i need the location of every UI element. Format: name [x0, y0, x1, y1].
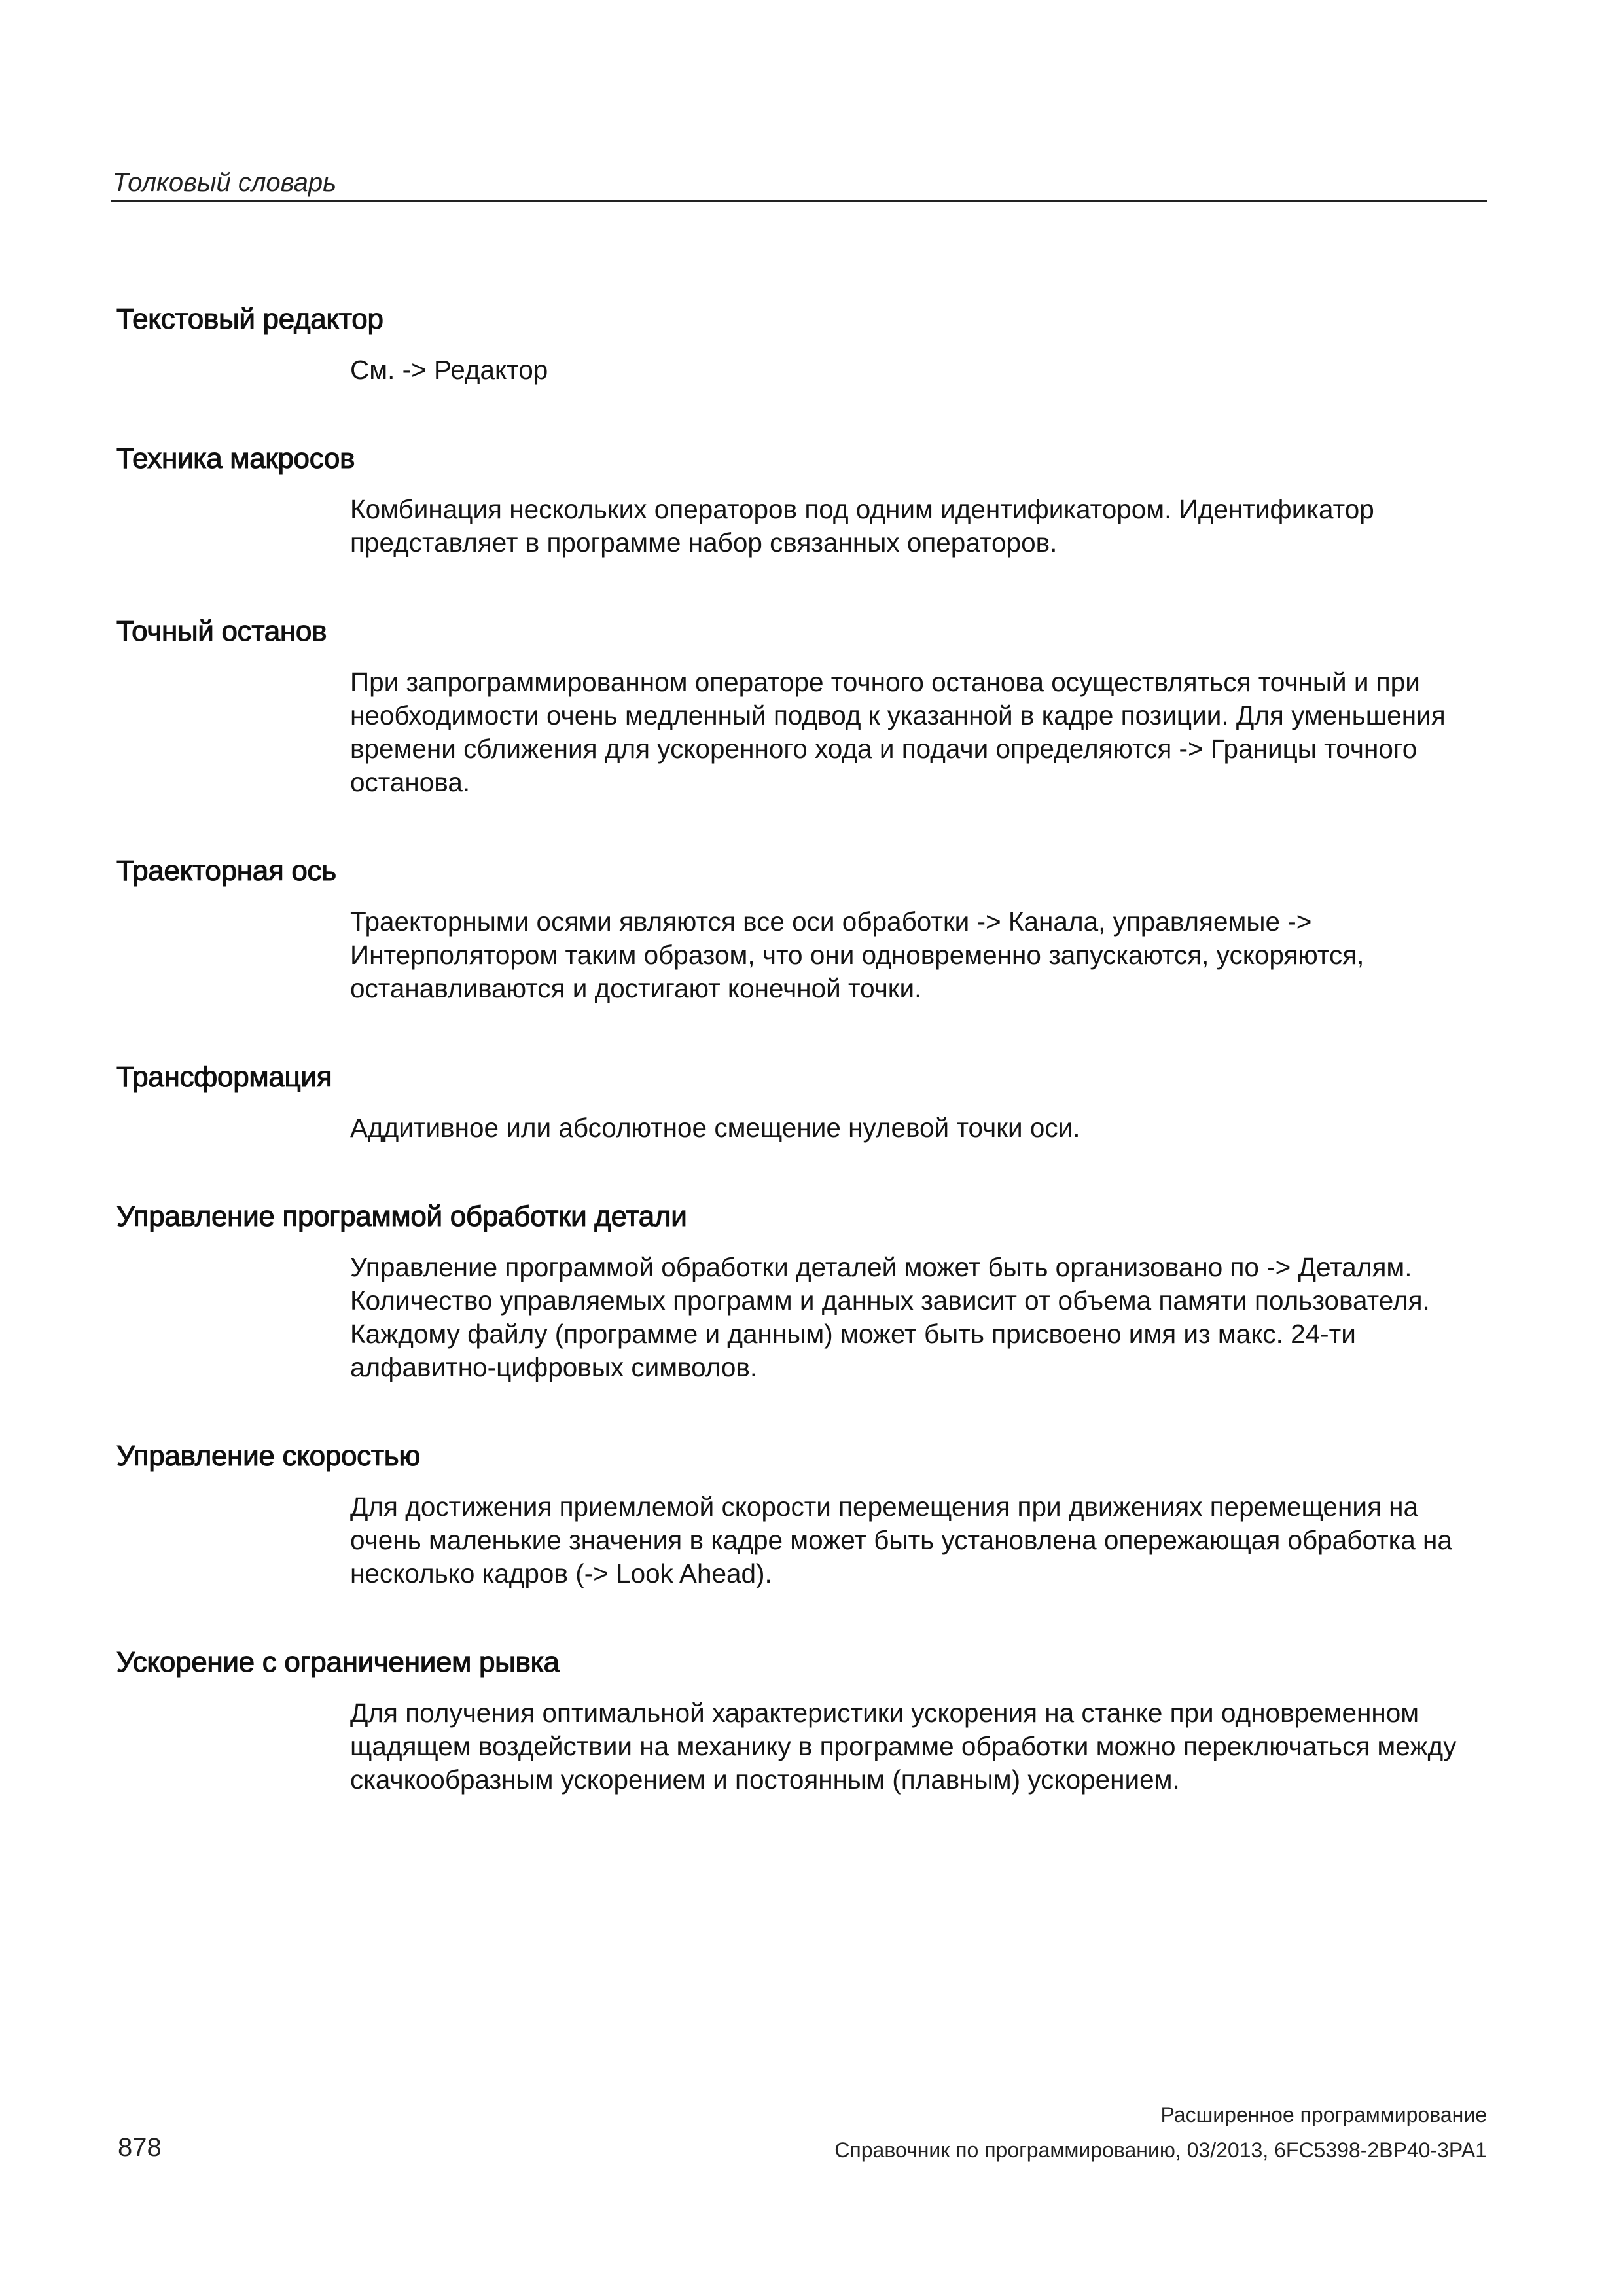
- glossary-entry: [116, 1060, 1491, 1145]
- glossary-definition: Комбинация нескольких операторов под одним идентификатором. Идентификатор представляет в программе набор связанных операторов.: [350, 494, 1374, 558]
- header-divider: [111, 200, 1487, 202]
- glossary-term: Техника макросов: [116, 442, 355, 475]
- glossary-term: Ускорение с ограничением рывка: [116, 1646, 560, 1678]
- glossary-entry: [116, 1645, 1491, 1797]
- glossary-entry: [116, 1439, 1491, 1590]
- glossary-entry: [116, 442, 1491, 560]
- glossary-definition: Для достижения приемлемой скорости перемещения при движениях перемещения на очень маленькие значения в кадре может быть установлена опережающая обработка на несколько кадров (-> Look Ahead).: [350, 1492, 1452, 1588]
- glossary-entry: [116, 1200, 1491, 1384]
- glossary-term: Текстовый редактор: [116, 303, 383, 335]
- glossary-definition: При запрограммированном операторе точного останова осуществляться точный и при необходимости очень медленный подвод к указанной в кадре позиции. Для уменьшения времени сближения для ускоренного хода и подачи определяются -> Границы точного останова.: [350, 667, 1446, 797]
- running-header-title: Толковый словарь: [113, 168, 337, 197]
- glossary-term: Траекторная ось: [116, 855, 336, 887]
- glossary-term: Трансформация: [116, 1061, 332, 1093]
- glossary-term: Управление программой обработки детали: [116, 1200, 687, 1232]
- glossary-definition: Для получения оптимальной характеристики ускорения на станке при одновременном щадящем воздействии на механику в программе обработки можно переключаться между скачкообразным ускорением и постоянным (плавным) ускорением.: [350, 1698, 1457, 1795]
- footer-document-title: Расширенное программирование: [1160, 2103, 1487, 2126]
- glossary-definition: Управление программой обработки деталей может быть организовано по -> Деталям. Количество управляемых программ и данных зависит от объема памяти пользователя. Каждому файлу (программе и данным) может быть присвоено имя из макс. 24-ти алфавитно-цифровых символов.: [350, 1252, 1430, 1382]
- glossary-term: Управление скоростью: [116, 1440, 421, 1472]
- footer-document-reference: Справочник по программированию, 03/2013, 6FC5398-2BP40-3PA1: [834, 2138, 1487, 2162]
- glossary-entry: [116, 854, 1491, 1005]
- glossary-definition: Аддитивное или абсолютное смещение нулевой точки оси.: [350, 1113, 1080, 1143]
- glossary-definition: См. -> Редактор: [350, 355, 548, 385]
- glossary-entry: [116, 302, 1491, 387]
- footer-page-number: 878: [118, 2133, 162, 2162]
- glossary-term: Точный останов: [116, 615, 327, 647]
- glossary-definition: Траекторными осями являются все оси обработки -> Канала, управляемые -> Интерполятором таким образом, что они одновременно запускаются, ускоряются, останавливаются и достигают конечной точки.: [350, 906, 1364, 1003]
- glossary-entry: [116, 615, 1491, 799]
- glossary-entries: [116, 302, 1491, 1852]
